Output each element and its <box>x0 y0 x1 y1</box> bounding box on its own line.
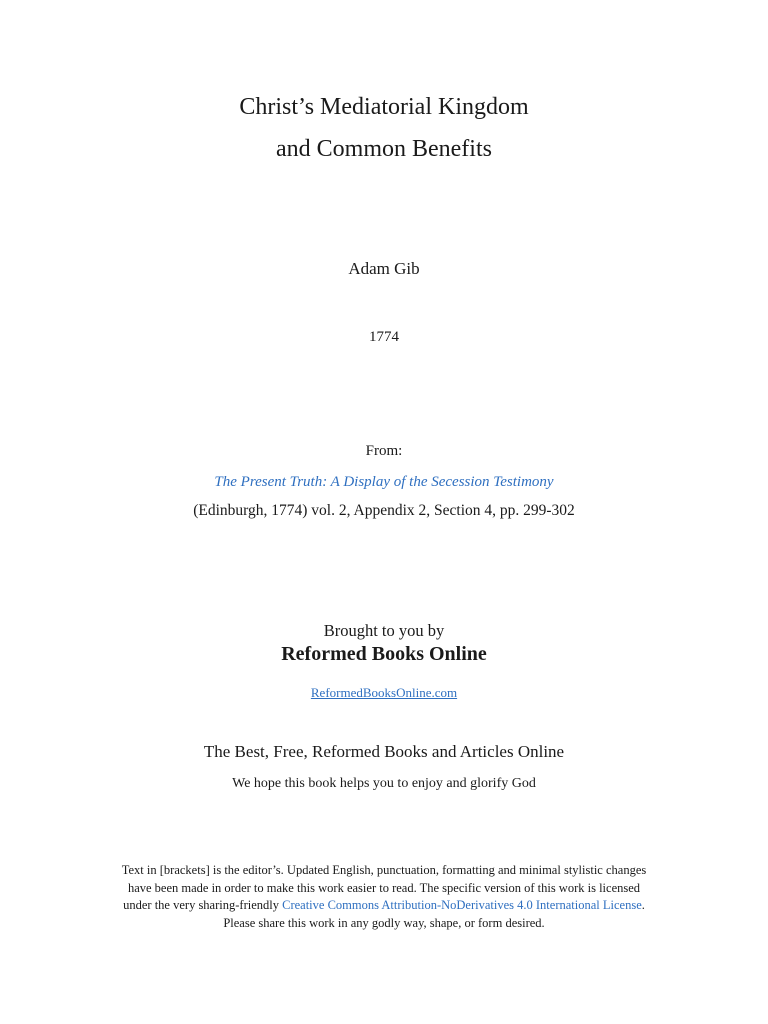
title-line-2: and Common Benefits <box>276 136 492 162</box>
source-detail: (Edinburgh, 1774) vol. 2, Appendix 2, Section 4, pp. 299-302 <box>193 502 575 519</box>
notice-line-4: Please share this work in any godly way, shape, or form desired. <box>223 915 545 930</box>
publisher-name: Reformed Books Online <box>281 643 487 665</box>
author-name: Adam Gib <box>348 259 420 278</box>
publication-year: 1774 <box>369 329 399 345</box>
editorial-notice <box>60 862 708 932</box>
license-link[interactable]: Creative Commons Attribution-NoDerivatives 4.0 International License <box>282 898 642 912</box>
publisher-site-link[interactable]: ReformedBooksOnline.com <box>310 685 458 700</box>
source-title-link[interactable]: The Present Truth: A Display of the Secession Testimony <box>214 474 554 490</box>
notice-line-1: Text in [brackets] is the editor’s. Updated English, punctuation, formatting and minimal stylistic changes <box>121 863 647 877</box>
notice-line-2: have been made in order to make this work easier to read. The specific version of this work is licensed <box>127 880 641 895</box>
notice-line-3 <box>60 897 708 915</box>
title-line-1: Christ’s Mediatorial Kingdom <box>239 94 529 120</box>
brought-to-you-by: Brought to you by <box>323 621 445 640</box>
hope-message: We hope this book helps you to enjoy and glorify God <box>232 776 536 791</box>
source-label: From: <box>365 443 403 459</box>
publisher-tagline: The Best, Free, Reformed Books and Articles Online <box>203 742 565 761</box>
notice-line-3-suffix: . <box>641 898 645 912</box>
notice-line-3-prefix: under the very sharing-friendly <box>123 898 283 912</box>
